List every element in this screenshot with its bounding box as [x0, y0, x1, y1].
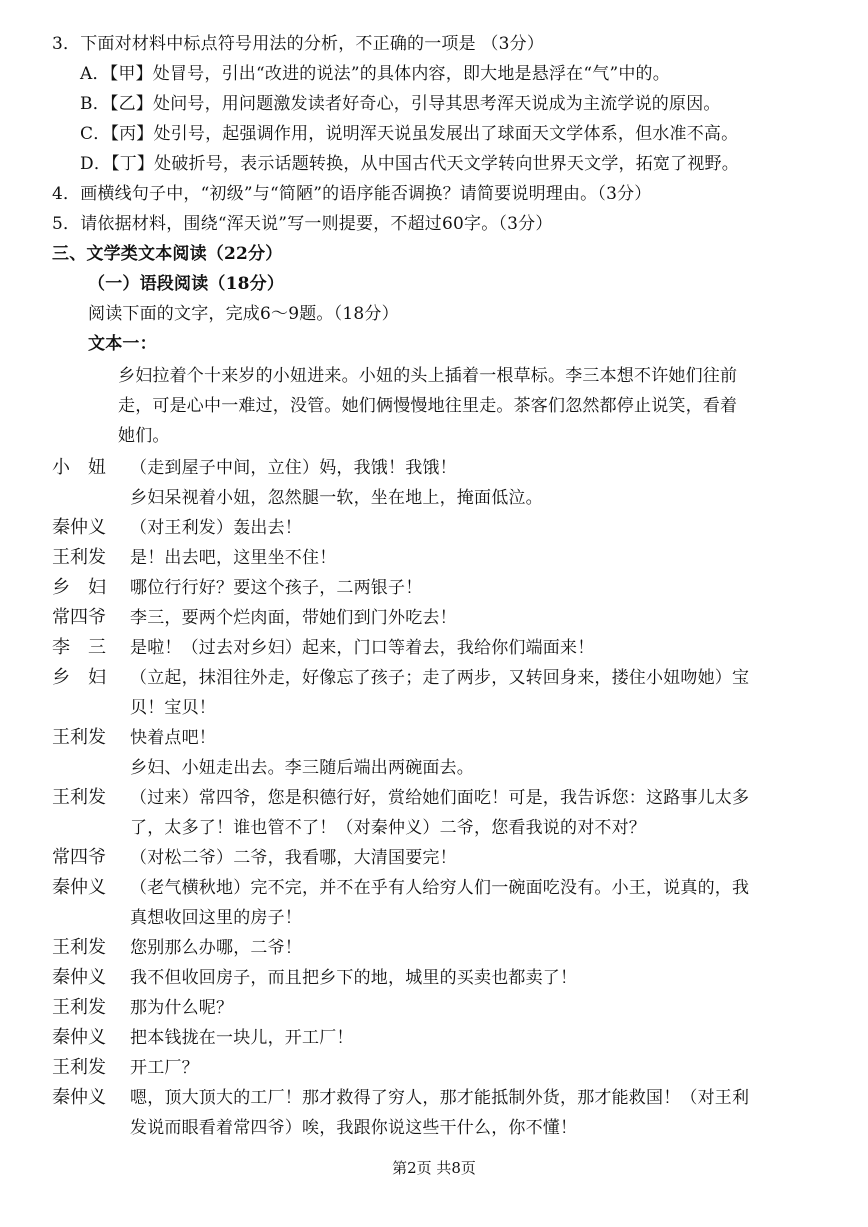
speaker-name: 王利发: [52, 787, 106, 808]
dialogue-line: （对松二爷）二爷，我看哪，大清国要完！: [130, 848, 457, 868]
dialogue-line: 开工厂？: [130, 1058, 199, 1078]
speaker-name: 常四爷: [52, 607, 106, 628]
speaker-name: 王利发: [52, 1057, 106, 1078]
stage-direction-line: 走，可是心中一难过，没管。她们俩慢慢地往里走。茶客们忽然都停止说笑，看着: [118, 396, 738, 416]
dialogue-line: 快着点吧！: [130, 728, 216, 748]
speaker-name: 常四爷: [52, 847, 106, 868]
section-sub-title: （一）语段阅读（18分）: [88, 274, 285, 294]
speaker-name: 乡 妇: [52, 577, 106, 598]
speaker-name: 小 妞: [52, 457, 106, 478]
text-label: 文本一：: [88, 334, 157, 354]
dialogue-line: 是！出去吧，这里坐不住！: [130, 548, 337, 568]
dialogue-line: 哪位行行好？要这个孩子，二两银子！: [130, 578, 423, 598]
speaker-name: 秦仲义: [52, 967, 106, 988]
question-5: 5．请依据材料，围绕“浑天说”写一则提要，不超过60字。（3分）: [52, 214, 553, 234]
speaker-name: 王利发: [52, 727, 106, 748]
dialogue-line: 我不但收回房子，而且把乡下的地，城里的买卖也都卖了！: [130, 968, 578, 988]
dialogue-line: （立起，抹泪往外走，好像忘了孩子；走了两步，又转回身来，搂住小妞吻她）宝: [130, 668, 750, 688]
speaker-name: 王利发: [52, 937, 106, 958]
speaker-name: 王利发: [52, 547, 106, 568]
stage-direction-line: 乡妇拉着个十来岁的小妞进来。小妞的头上插着一根草标。李三本想不许她们往前: [118, 366, 738, 386]
question-3-option-a: A．【甲】处冒号，引出“改进的说法”的具体内容，即大地是悬浮在“气”中的。: [80, 64, 670, 84]
dialogue-line: 贝！宝贝！: [130, 698, 216, 718]
speaker-name: 秦仲义: [52, 1087, 106, 1108]
dialogue-line: 发说而眼看着常四爷）唉，我跟你说这些干什么，你不懂！: [130, 1118, 578, 1138]
dialogue-line: 嗯，顶大顶大的工厂！那才救得了穷人，那才能抵制外货，那才能救国！（对王利: [130, 1088, 750, 1108]
dialogue-line: 那为什么呢？: [130, 998, 234, 1018]
question-3-option-b: B．【乙】处问号，用问题激发读者好奇心，引导其思考浑天说成为主流学说的原因。: [80, 94, 721, 114]
speaker-name: 秦仲义: [52, 1027, 106, 1048]
dialogue-line: （走到屋子中间，立住）妈，我饿！我饿！: [130, 458, 457, 478]
speaker-name: 乡 妇: [52, 667, 106, 688]
speaker-name: 秦仲义: [52, 517, 106, 538]
dialogue-line: 了，太多了！谁也管不了！（对秦仲义）二爷，您看我说的对不对？: [130, 818, 646, 838]
question-4: 4．画横线句子中，“初级”与“简陋”的语序能否调换？请简要说明理由。（3分）: [52, 184, 652, 204]
stage-direction-line: 乡妇呆视着小妞，忽然腿一软，坐在地上，掩面低泣。: [130, 488, 543, 508]
dialogue-line: 您别那么办哪，二爷！: [130, 938, 302, 958]
dialogue-line: 真想收回这里的房子！: [130, 908, 302, 928]
page-number: 第2页 共8页: [392, 1159, 476, 1177]
stage-direction-line: 乡妇、小妞走出去。李三随后端出两碗面去。: [130, 758, 474, 778]
dialogue-line: （对王利发）轰出去！: [130, 518, 302, 538]
speaker-name: 秦仲义: [52, 877, 106, 898]
dialogue-line: 把本钱拢在一块儿，开工厂！: [130, 1028, 354, 1048]
question-3-option-d: D．【丁】处破折号，表示话题转换，从中国古代天文学转向世界天文学，拓宽了视野。: [80, 154, 739, 174]
question-3-stem: 3．下面对材料中标点符号用法的分析，不正确的一项是 （3分）: [52, 34, 545, 54]
speaker-name: 王利发: [52, 997, 106, 1018]
stage-direction-line: 她们。: [118, 426, 170, 446]
dialogue-line: 是啦！（过去对乡妇）起来，门口等着去，我给你们端面来！: [130, 638, 595, 658]
question-3-option-c: C．【丙】处引号，起强调作用，说明浑天说虽发展出了球面天文学体系，但水准不高。: [80, 124, 739, 144]
reading-instruction: 阅读下面的文字，完成6～9题。（18分）: [88, 304, 399, 324]
dialogue-line: 李三，要两个烂肉面，带她们到门外吃去！: [130, 608, 457, 628]
dialogue-line: （过来）常四爷，您是积德行好，赏给她们面吃！可是，我告诉您：这路事儿太多: [130, 788, 750, 808]
speaker-name: 李 三: [52, 637, 106, 658]
section-title: 三、文学类文本阅读（22分）: [52, 244, 283, 264]
dialogue-line: （老气横秋地）完不完，并不在乎有人给穷人们一碗面吃没有。小王，说真的，我: [130, 878, 750, 898]
